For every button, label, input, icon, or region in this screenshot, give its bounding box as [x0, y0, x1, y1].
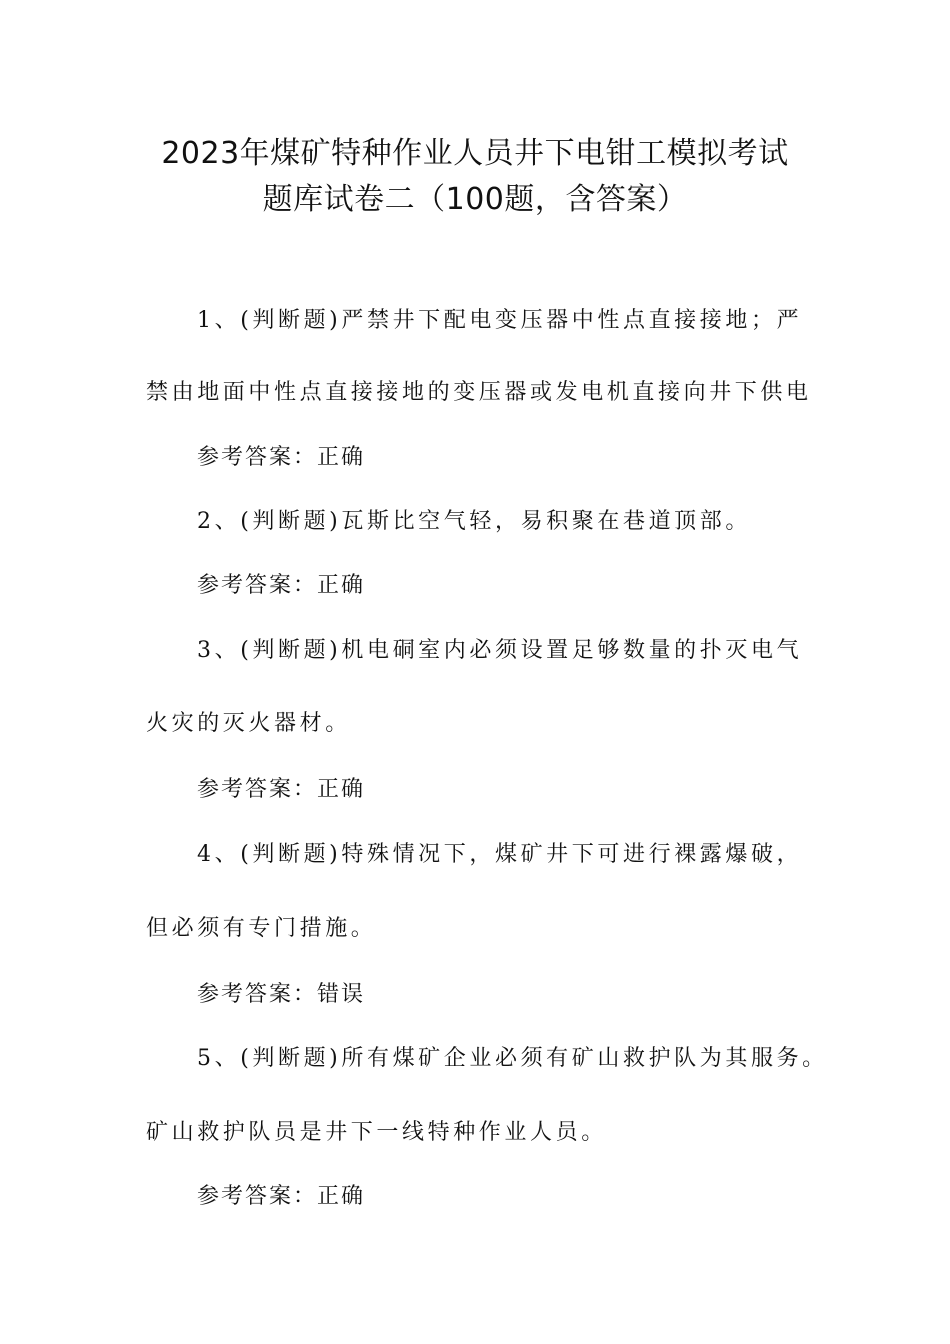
question-4-text-line1: 4、(判断题)特殊情况下，煤矿井下可进行裸露爆破， — [197, 842, 803, 867]
question-3-text-line1: 3、(判断题)机电硐室内必须设置足够数量的扑灭电气 — [197, 638, 803, 663]
question-5-text-line2: 矿山救护队员是井下一线特种作业人员。 — [146, 1120, 607, 1145]
question-4-text-line2: 但必须有专门措施。 — [146, 916, 377, 941]
question-3-answer: 参考答案：正确 — [197, 777, 366, 802]
question-2-answer: 参考答案：正确 — [197, 573, 366, 598]
document-title-line1: 2023年煤矿特种作业人员井下电钳工模拟考试 — [161, 136, 789, 171]
question-1-answer: 参考答案：正确 — [197, 445, 366, 470]
question-4-answer: 参考答案：错误 — [197, 982, 366, 1007]
question-1-text-line1: 1、(判断题)严禁井下配电变压器中性点直接接地；严 — [197, 308, 803, 333]
document-title-line2: 题库试卷二（100题，含答案） — [262, 182, 688, 217]
question-1-text-line2: 禁由地面中性点直接接地的变压器或发电机直接向井下供电 — [146, 380, 812, 405]
question-2-text-line1: 2、(判断题)瓦斯比空气轻，易积聚在巷道顶部。 — [197, 509, 751, 534]
question-5-answer: 参考答案：正确 — [197, 1184, 366, 1209]
question-5-text-line1: 5、(判断题)所有煤矿企业必须有矿山救护队为其服务。 — [197, 1046, 828, 1071]
question-3-text-line2: 火灾的灭火器材。 — [146, 711, 351, 736]
